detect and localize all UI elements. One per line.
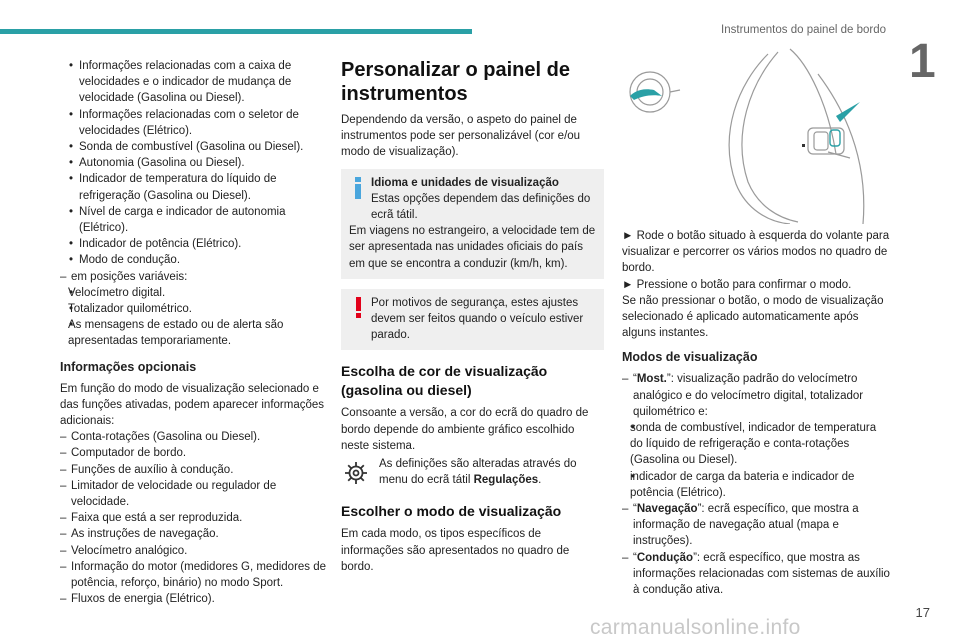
step-rotate: ► Rode o botão situado à esquerda do volante para visualizar e percorrer os vários modos no quadro de bordo.	[622, 230, 890, 275]
info-title: Idioma e unidades de visualização	[371, 176, 559, 189]
list-item: • Sonda de combustível (Gasolina ou Diesel).	[60, 139, 328, 155]
list-item: • Velocímetro digital.	[60, 285, 328, 301]
list-item: • Informações relacionadas com o seletor de velocidades (Elétrico).	[60, 107, 328, 139]
list-item: • As mensagens de estado ou de alerta são apresentadas temporariamente.	[60, 317, 328, 349]
bullet-list-b	[60, 285, 328, 350]
mode-heading: Escolher o modo de visualização	[341, 503, 562, 520]
list-item: • Indicador de potência (Elétrico).	[60, 236, 328, 252]
section-title: Instrumentos do painel de bordo	[721, 24, 886, 36]
list-item: – Limitador de velocidade ou regulador de velocidade.	[60, 478, 328, 510]
gear-icon	[343, 460, 369, 486]
mode-most	[622, 371, 890, 420]
list-item: – Informação do motor (medidores G, medidores de potência, reforço, binário) no modo Sport.	[60, 559, 328, 591]
modes-heading: Modos de visualização	[622, 350, 758, 365]
list-item: • Nível de carga e indicador de autonomia (Elétrico).	[60, 204, 328, 236]
mode-most-name: Most.	[636, 373, 667, 386]
settings-text-end: .	[538, 474, 542, 487]
accent-bar	[0, 29, 472, 34]
dash-variable: – em posições variáveis:	[60, 269, 328, 285]
list-item: – Velocímetro analógico.	[60, 543, 328, 559]
column-middle	[341, 58, 604, 575]
mode-most-bullets	[622, 420, 890, 501]
list-item: • Autonomia (Gasolina ou Diesel).	[60, 155, 328, 171]
list-item: – Funções de auxílio à condução.	[60, 462, 328, 478]
list-item: • sonda de combustível, indicador de temperatura do líquido de refrigeração e conta-rotações (Gasolina ou Diesel).	[622, 420, 890, 469]
optional-intro: Em função do modo de visualização selecionado e das funções ativadas, podem aparecer informações adicionais:	[60, 382, 325, 428]
mode-driving-name: Condução	[636, 551, 694, 564]
color-text: Consoante a versão, a cor do ecrã do quadro de bordo depende do ambiente gráfico escolhido neste sistema.	[341, 407, 589, 452]
warning-text: Por motivos de segurança, estes ajustes devem ser feitos quando o veículo estiver parado.	[371, 296, 584, 342]
mode-navigation: – “Navegação”: ecrã específico, que mostra a informação de navegação atual (mapa e instruções).	[622, 501, 890, 550]
list-item: • Modo de condução.	[60, 252, 328, 268]
list-item: • indicador de carga da bateria e indicador de potência (Elétrico).	[622, 469, 890, 501]
settings-menu-name: Regulações	[473, 474, 539, 487]
page-title: Personalizar o painel de instrumentos	[341, 59, 570, 105]
mode-text: Em cada modo, os tipos específicos de informações são apresentados no quadro de bordo.	[341, 528, 570, 573]
list-item: • Informações relacionadas com a caixa de velocidades e o indicador de mudança de velocidade (Gasolina ou Diesel).	[60, 58, 328, 107]
steering-wheel-illustration	[618, 44, 890, 224]
list-item: – As instruções de navegação.	[60, 526, 328, 542]
step-note: Se não pressionar o botão, o modo de visualização selecionado é aplicado automaticamente após alguns instantes.	[622, 294, 884, 340]
list-item: – Fluxos de energia (Elétrico).	[60, 591, 328, 607]
list-item: – Faixa que está a ser reproduzida.	[60, 510, 328, 526]
watermark: carmanualsonline.info	[590, 616, 801, 639]
page-number: 17	[915, 605, 930, 620]
settings-line	[341, 456, 604, 488]
optional-list	[60, 429, 328, 607]
mode-navigation-desc: ”: ecrã específico, que mostra a informação de navegação atual (mapa e instruções).	[633, 503, 859, 548]
list-item: – Conta-rotações (Gasolina ou Diesel).	[60, 429, 328, 445]
list-item: • Indicador de temperatura do líquido de refrigeração (Gasolina ou Diesel).	[60, 171, 328, 203]
column-right	[622, 228, 890, 598]
list-item: – Computador de bordo.	[60, 445, 328, 461]
info-icon	[351, 177, 365, 199]
mode-driving: – “Condução”: ecrã específico, que mostra as informações relacionadas com sistemas de auxílio à condução ativa.	[622, 550, 890, 599]
info-line2: Em viagens no estrangeiro, a velocidade tem de ser apresentada nas unidades oficiais do país em que se encontra a conduzir (km/h, km).	[349, 225, 596, 270]
mode-navigation-name: Navegação	[636, 503, 698, 516]
info-line1: Estas opções dependem das definições do ecrã tátil.	[371, 192, 591, 222]
column-left	[60, 58, 328, 608]
settings-text: As definições são alteradas através do menu do ecrã tátil	[379, 458, 577, 487]
mode-driving-desc: ”: ecrã específico, que mostra as informações relacionadas com sistemas de auxílio à condução ativa.	[633, 551, 890, 597]
intro-text: Dependendo da versão, o aspeto do painel de instrumentos pode ser personalizável (cor e/ou modo de visualização).	[341, 114, 581, 159]
chapter-number: 1	[909, 35, 936, 88]
mode-most-desc: ”: visualização padrão do velocímetro analógico e do velocímetro digital, totalizador quilométrico e:	[633, 373, 864, 418]
quote-open: “	[633, 373, 637, 386]
step-press: ► Pressione o botão para confirmar o modo.	[622, 278, 852, 291]
optional-heading: Informações opcionais	[60, 359, 197, 374]
info-box	[341, 169, 604, 279]
list-item: • Totalizador quilométrico.	[60, 301, 328, 317]
warning-box	[341, 289, 604, 351]
warning-icon	[351, 297, 365, 319]
color-heading: Escolha de cor de visualização (gasolina ou diesel)	[341, 363, 548, 399]
bullet-list-a	[60, 58, 328, 269]
